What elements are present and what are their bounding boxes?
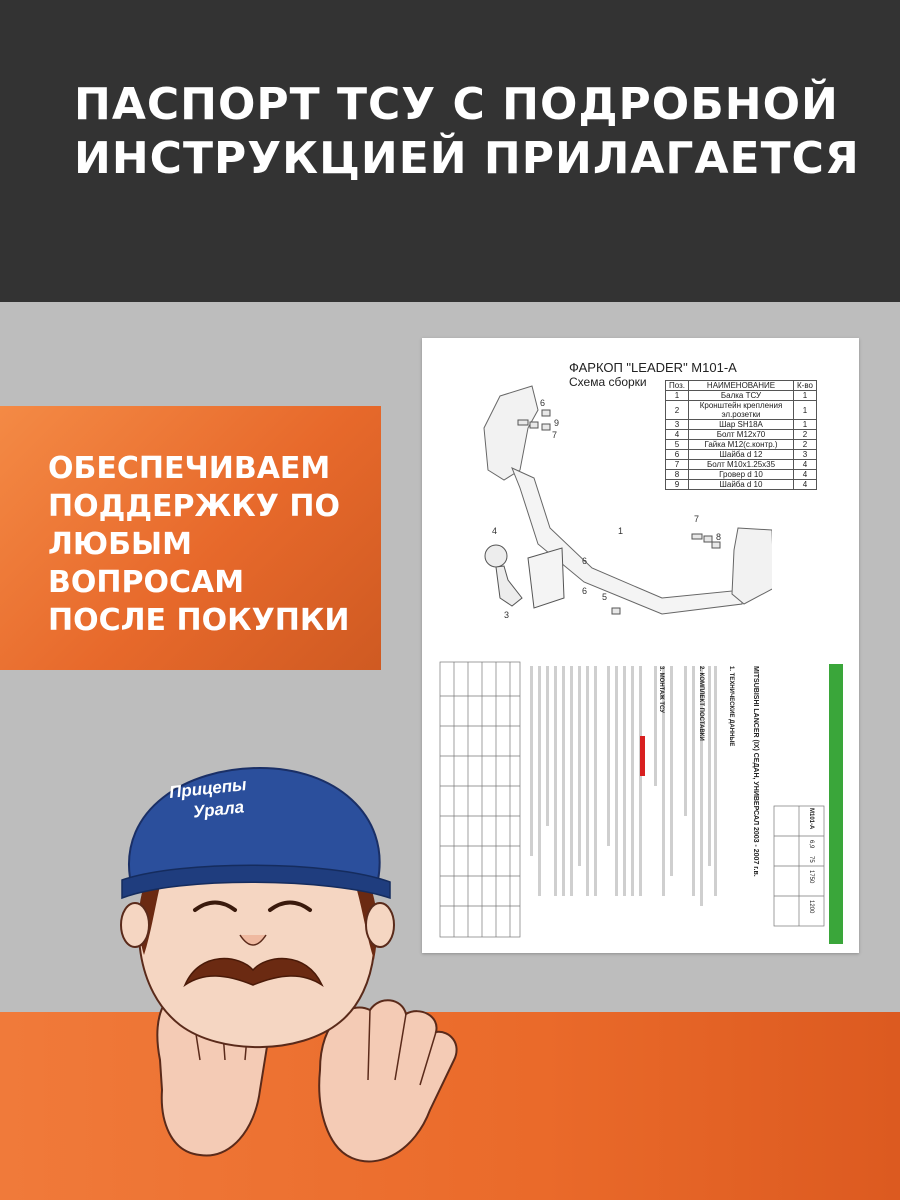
parts-table-header (666, 381, 817, 391)
cell-name: Шар SH18A (689, 420, 794, 430)
table-row (666, 391, 817, 401)
document-subtitle: Схема сборки (569, 375, 647, 389)
support-line: ЛЮБЫМ (48, 527, 192, 562)
passport-vehicle-title: MITSUBISHI LANCER (IX) СЕДАН, УНИВЕРСАЛ 2003 - 2007 г.в. (752, 666, 759, 877)
passport-rotated-text (434, 656, 847, 946)
passport-section-1: 1. ТЕХНИЧЕСКИЕ ДАННЫЕ (728, 666, 734, 747)
cell-pos: 2 (666, 401, 689, 420)
cell-qty: 4 (794, 460, 817, 470)
table-row (666, 420, 817, 430)
cell-pos: 5 (666, 440, 689, 450)
cell-name: Гайка М12(с.контр.) (689, 440, 794, 450)
header-pos: Поз. (666, 381, 689, 391)
svg-text:4: 4 (492, 526, 498, 536)
cell-qty: 4 (794, 480, 817, 490)
passport-spec: 6,9 (808, 840, 814, 849)
svg-text:5: 5 (602, 592, 608, 602)
table-row (666, 480, 817, 490)
cell-qty: 2 (794, 430, 817, 440)
passport-code: М101-А (808, 808, 814, 830)
svg-text:6: 6 (582, 586, 588, 596)
header-name: НАИМЕНОВАНИЕ (689, 381, 794, 391)
table-row (666, 450, 817, 460)
cell-qty: 4 (794, 470, 817, 480)
cell-pos: 3 (666, 420, 689, 430)
cell-name: Гровер d 10 (689, 470, 794, 480)
cell-pos: 1 (666, 391, 689, 401)
support-line: ПОДДЕРЖКУ ПО (48, 489, 340, 524)
cell-qty: 1 (794, 401, 817, 420)
cell-name: Болт М10х1.25х35 (689, 460, 794, 470)
cell-name: Шайба d 12 (689, 450, 794, 460)
svg-text:1: 1 (618, 526, 624, 536)
support-line: ПОСЛЕ ПОКУПКИ (48, 603, 350, 638)
support-text (48, 450, 378, 640)
table-row (666, 470, 817, 480)
svg-text:6: 6 (540, 398, 546, 408)
parts-table (665, 380, 817, 490)
cell-pos: 4 (666, 430, 689, 440)
cell-qty: 2 (794, 440, 817, 450)
passport-section-3: 3. МОНТАЖ ТСУ (658, 666, 664, 714)
svg-text:8: 8 (716, 532, 722, 542)
mascot-illustration (90, 760, 480, 1200)
cell-qty: 1 (794, 391, 817, 401)
svg-text:7: 7 (694, 514, 700, 524)
passport-spec: 1200 (808, 900, 814, 914)
headline-line-1: ПАСПОРТ ТСУ С ПОДРОБНОЙ (74, 79, 839, 130)
cap-logo-line-1: Прицепы (168, 774, 248, 803)
header-qty: К-во (794, 381, 817, 391)
cell-pos: 8 (666, 470, 689, 480)
support-line: ВОПРОСАМ (48, 565, 245, 600)
cell-name: Кронштейн крепления эл.розетки (689, 401, 794, 420)
svg-text:6: 6 (582, 556, 588, 566)
passport-spec: 75 (808, 856, 814, 863)
cell-pos: 7 (666, 460, 689, 470)
table-row (666, 430, 817, 440)
table-row (666, 401, 817, 420)
svg-text:3: 3 (504, 610, 510, 618)
cell-name: Балка ТСУ (689, 391, 794, 401)
cell-qty: 3 (794, 450, 817, 460)
table-row (666, 460, 817, 470)
cell-qty: 1 (794, 420, 817, 430)
passport-section-2: 2. КОМПЛЕКТ ПОСТАВКИ (698, 666, 704, 741)
passport-spec: 1750 (808, 870, 814, 884)
support-line: ОБЕСПЕЧИВАЕМ (48, 451, 331, 486)
cap-logo-line-2: Урала (192, 797, 245, 822)
right-hand-icon (319, 1000, 456, 1161)
table-row (666, 440, 817, 450)
cell-pos: 6 (666, 450, 689, 460)
svg-text:7: 7 (552, 430, 558, 440)
passport-text-lines (434, 656, 847, 946)
svg-text:9: 9 (554, 418, 560, 428)
headline (74, 78, 874, 186)
cell-name: Болт М12х70 (689, 430, 794, 440)
document-title: ФАРКОП "LEADER" М101-А (569, 360, 737, 375)
cell-pos: 9 (666, 480, 689, 490)
cell-name: Шайба d 10 (689, 480, 794, 490)
instruction-document (422, 338, 859, 953)
headline-line-2: ИНСТРУКЦИЕЙ ПРИЛАГАЕТСЯ (74, 133, 860, 184)
